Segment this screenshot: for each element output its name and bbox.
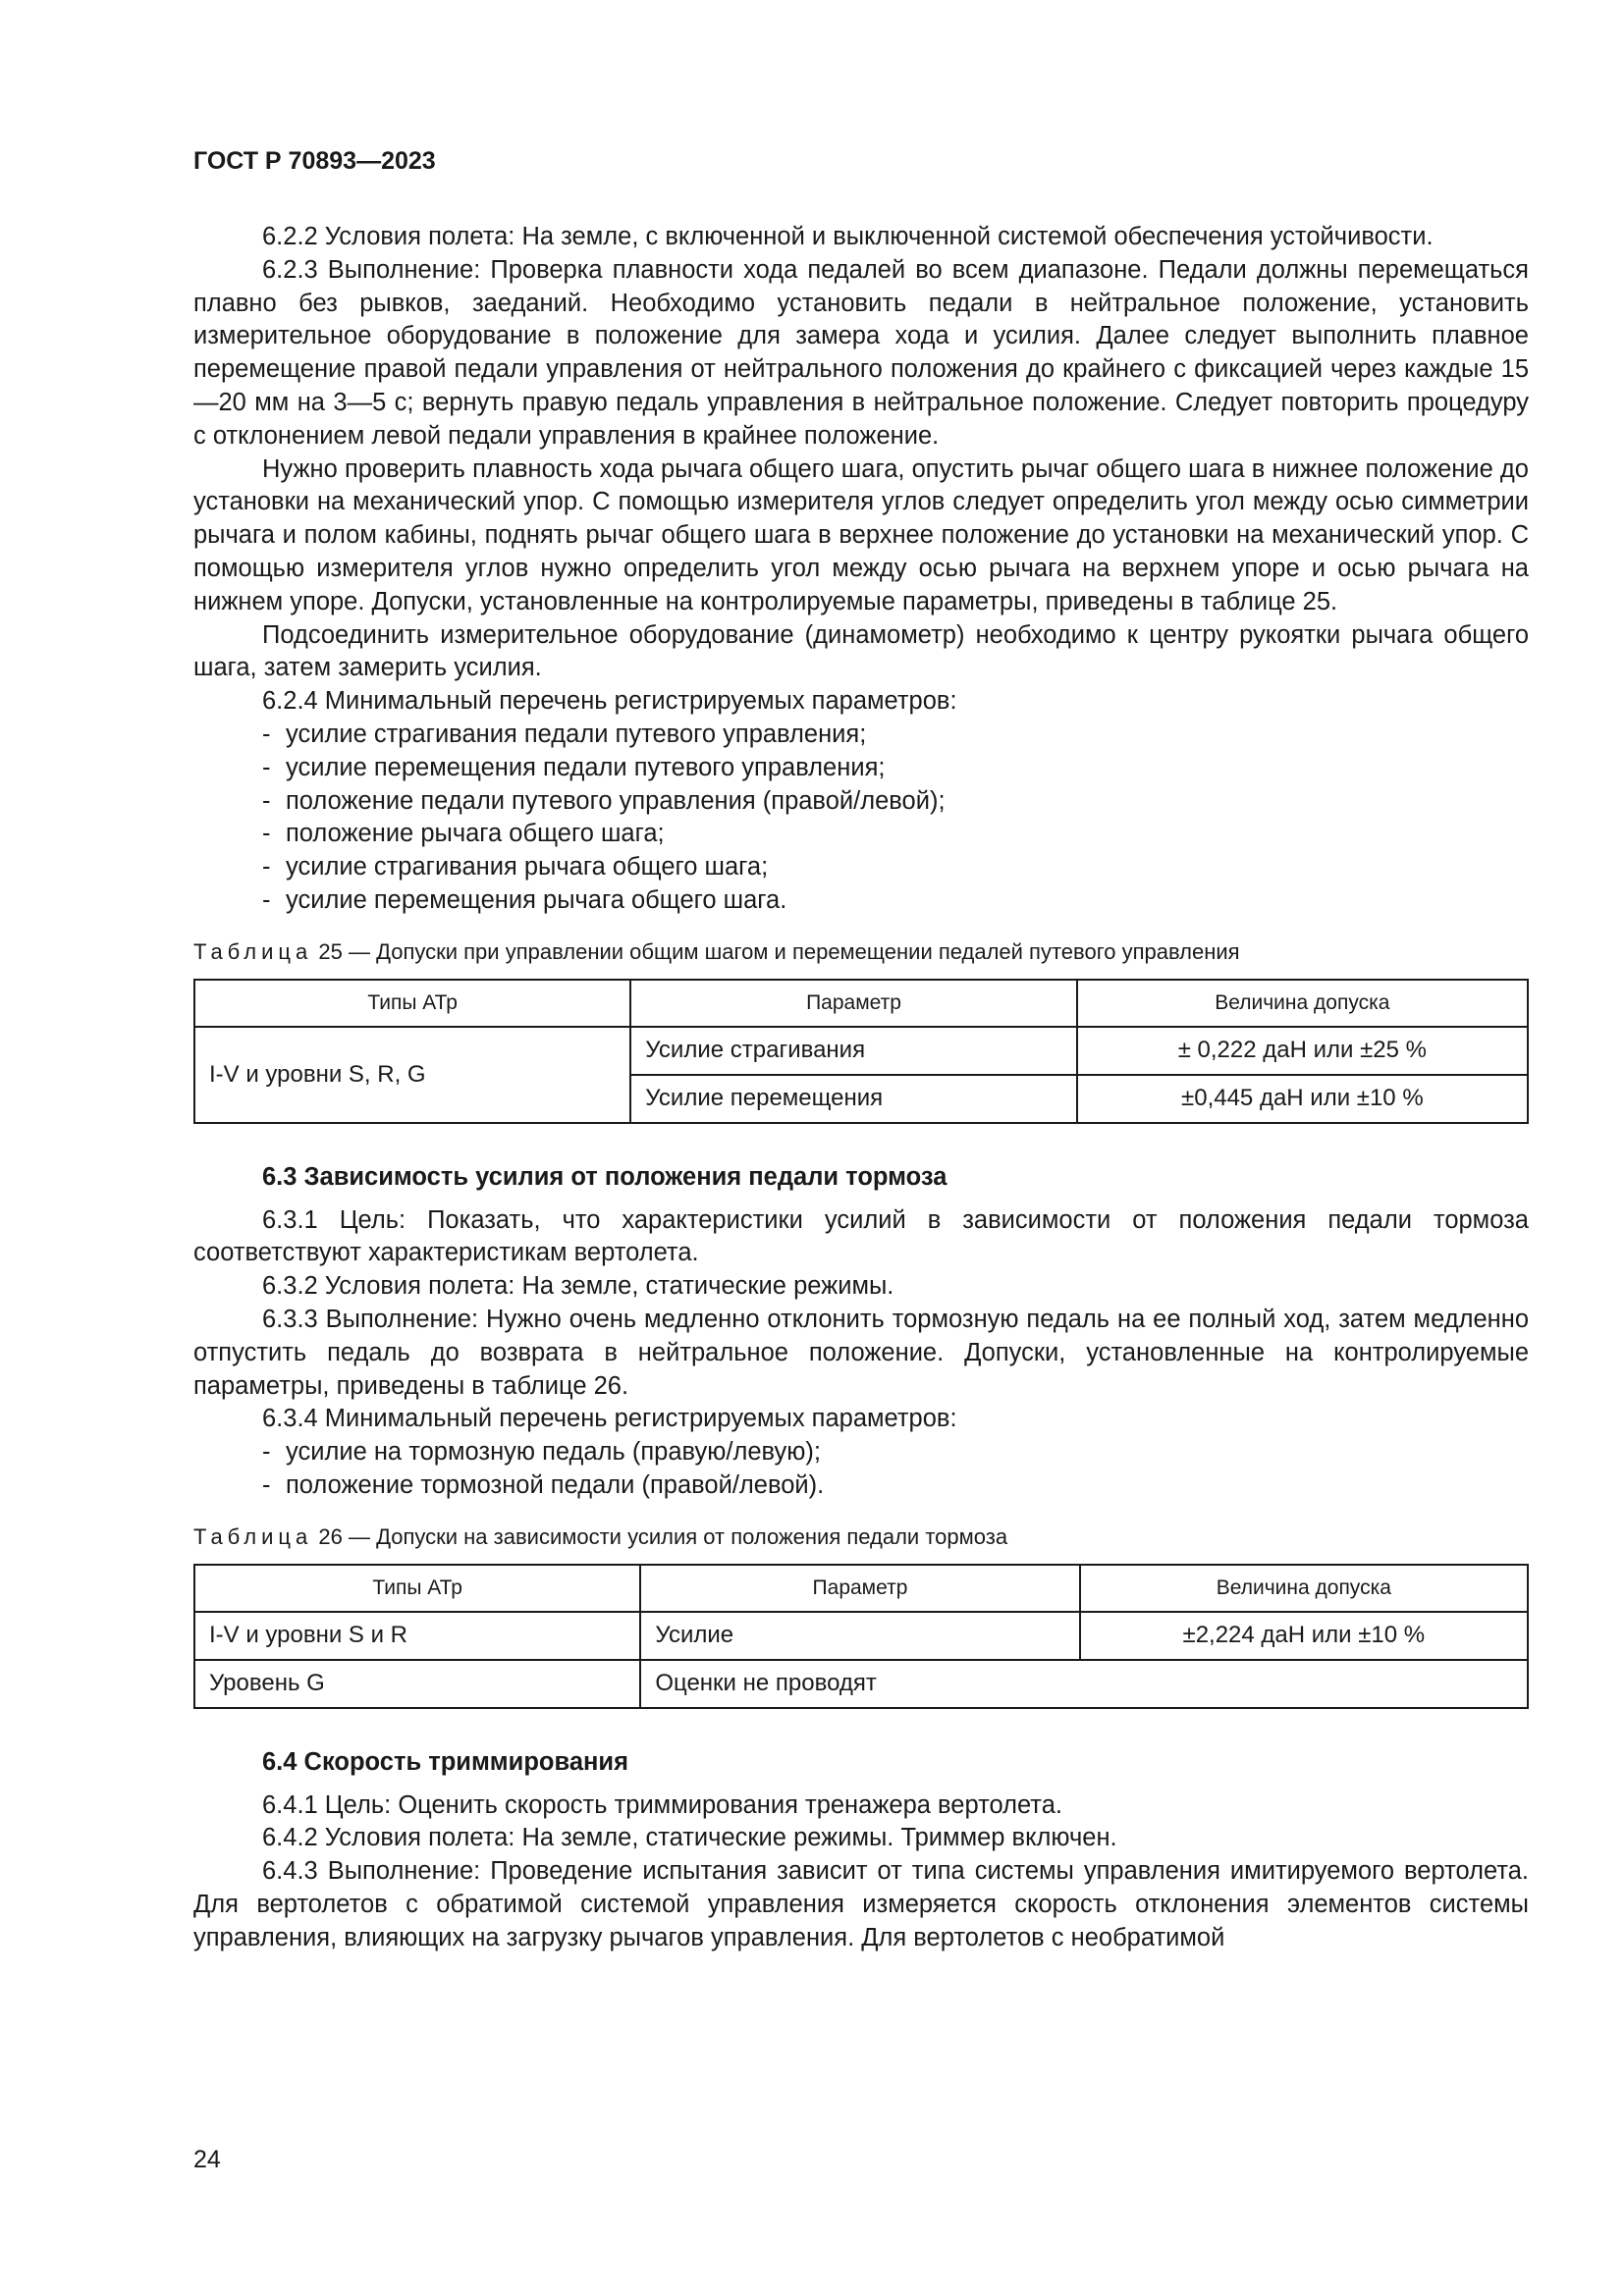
table-header-row [194, 1565, 1528, 1612]
paragraph: 6.4.1 Цель: Оценить скорость триммирования тренажера вертолета. [262, 1790, 1062, 1819]
type-cell: I-V и уровни S, R, G [194, 1027, 630, 1123]
list-item: - положение педали путевого управления (правой/левой); [262, 786, 946, 815]
parameter-list-624 [193, 719, 1529, 918]
parameter-list-634 [193, 1436, 1529, 1503]
param-cell: Усилие [640, 1612, 1079, 1660]
header-cell: Типы АТр [194, 1565, 640, 1612]
header-cell: Типы АТр [194, 980, 630, 1027]
list-item: - усилие страгивания рычага общего шага; [262, 853, 769, 881]
list-item: - положение рычага общего шага; [262, 820, 665, 848]
tolerance-cell: ± 0,222 даН или ±25 % [1077, 1027, 1528, 1075]
paragraph: 6.4.3 Выполнение: Проведение испытания зависит от типа системы управления имитируемого вертолета. Для вертолетов с обратимой системой управления измеряется скорость отклонения элементов системы управления, влияющих на загрузку рычагов управления. Для вертолетов с необратимой [193, 1857, 1529, 1951]
section-title-6-3: 6.3 Зависимость усилия от положения педали тормоза [262, 1162, 947, 1191]
tolerance-cell: ±0,445 даН или ±10 % [1077, 1075, 1528, 1123]
list-item: - положение тормозной педали (правой/левой). [262, 1470, 825, 1499]
table-row [194, 1027, 1528, 1075]
header-cell: Параметр [630, 980, 1076, 1027]
list-item: - усилие страгивания педали путевого управления; [262, 720, 867, 748]
param-cell: Оценки не проводят [640, 1660, 1528, 1708]
param-cell: Усилие перемещения [630, 1075, 1076, 1123]
paragraph: 6.2.3 Выполнение: Проверка плавности хода педалей во всем диапазоне. Педали должны перемещаться плавно без рывков, заеданий. Необходимо установить педали в нейтральное положение, установить измерительное оборудование в положение для замера хода и усилия. Далее следует выполнить плавное перемещение правой педали управления от нейтрального положения до крайнего с фиксацией через каждые 15—20 мм на 3—5 с; вернуть правую педаль управления в нейтральное положение. Следует повторить процедуру с отклонением левой педали управления в крайнее положение. [193, 255, 1529, 450]
section-title-6-4: 6.4 Скорость триммирования [262, 1747, 628, 1776]
tolerance-cell: ±2,224 даН или ±10 % [1080, 1612, 1528, 1660]
paragraph: Подсоединить измерительное оборудование (динамометр) необходимо к центру рукоятки рычага общего шага, затем замерить усилия. [193, 620, 1529, 682]
type-cell: Уровень G [194, 1660, 640, 1708]
list-item: - усилие перемещения рычага общего шага. [262, 885, 787, 914]
header-cell: Величина допуска [1080, 1565, 1528, 1612]
table-25 [193, 979, 1529, 1124]
header-cell: Величина допуска [1077, 980, 1528, 1027]
paragraph: 6.3.4 Минимальный перечень регистрируемых параметров: [262, 1405, 957, 1433]
type-cell: I-V и уровни S и R [194, 1612, 640, 1660]
page-number: 24 [193, 2146, 221, 2173]
table-row [194, 1612, 1528, 1660]
paragraph: 6.4.2 Условия полета: На земле, статические режимы. Триммер включен. [262, 1824, 1117, 1852]
table-26-caption: Таблица 26 — Допуски на зависимости усилия от положения педали тормоза [193, 1523, 1008, 1549]
document-page [193, 147, 1529, 1954]
param-cell: Усилие страгивания [630, 1027, 1076, 1075]
table-25-caption: Таблица 25 — Допуски при управлении общим шагом и перемещении педалей путевого управления [193, 938, 1240, 964]
table-header-row [194, 980, 1528, 1027]
table-row [194, 1660, 1528, 1708]
header-cell: Параметр [640, 1565, 1079, 1612]
paragraph: Нужно проверить плавность хода рычага общего шага, опустить рычаг общего шага в нижнее положение до установки на механический упор. С помощью измерителя углов следует определить угол между осью симметрии рычага и полом кабины, поднять рычаг общего шага в верхнее положение до установки на механический упор. С помощью измерителя углов нужно определить угол между осью рычага на верхнем упоре и осью рычага на нижнем упоре. Допуски, установленные на контролируемые параметры, приведены в таблице 25. [193, 454, 1529, 615]
paragraph: 6.3.2 Условия полета: На земле, статические режимы. [262, 1272, 894, 1301]
standard-header: ГОСТ Р 70893—2023 [193, 147, 436, 175]
paragraph: 6.2.2 Условия полета: На земле, с включенной и выключенной системой обеспечения устойчивости. [262, 223, 1434, 250]
list-item: - усилие перемещения педали путевого управления; [262, 753, 886, 781]
table-26 [193, 1564, 1529, 1709]
paragraph: 6.3.3 Выполнение: Нужно очень медленно отклонить тормозную педаль на ее полный ход, затем медленно отпустить педаль до возврата в нейтральное положение. Допуски, установленные на контролируемые параметры, приведены в таблице 26. [193, 1305, 1529, 1400]
paragraph: 6.2.4 Минимальный перечень регистрируемых параметров: [262, 687, 957, 716]
list-item: - усилие на тормозную педаль (правую/левую); [262, 1438, 821, 1467]
paragraph: 6.3.1 Цель: Показать, что характеристики усилий в зависимости от положения педали тормоза соответствуют характеристикам вертолета. [193, 1205, 1529, 1267]
